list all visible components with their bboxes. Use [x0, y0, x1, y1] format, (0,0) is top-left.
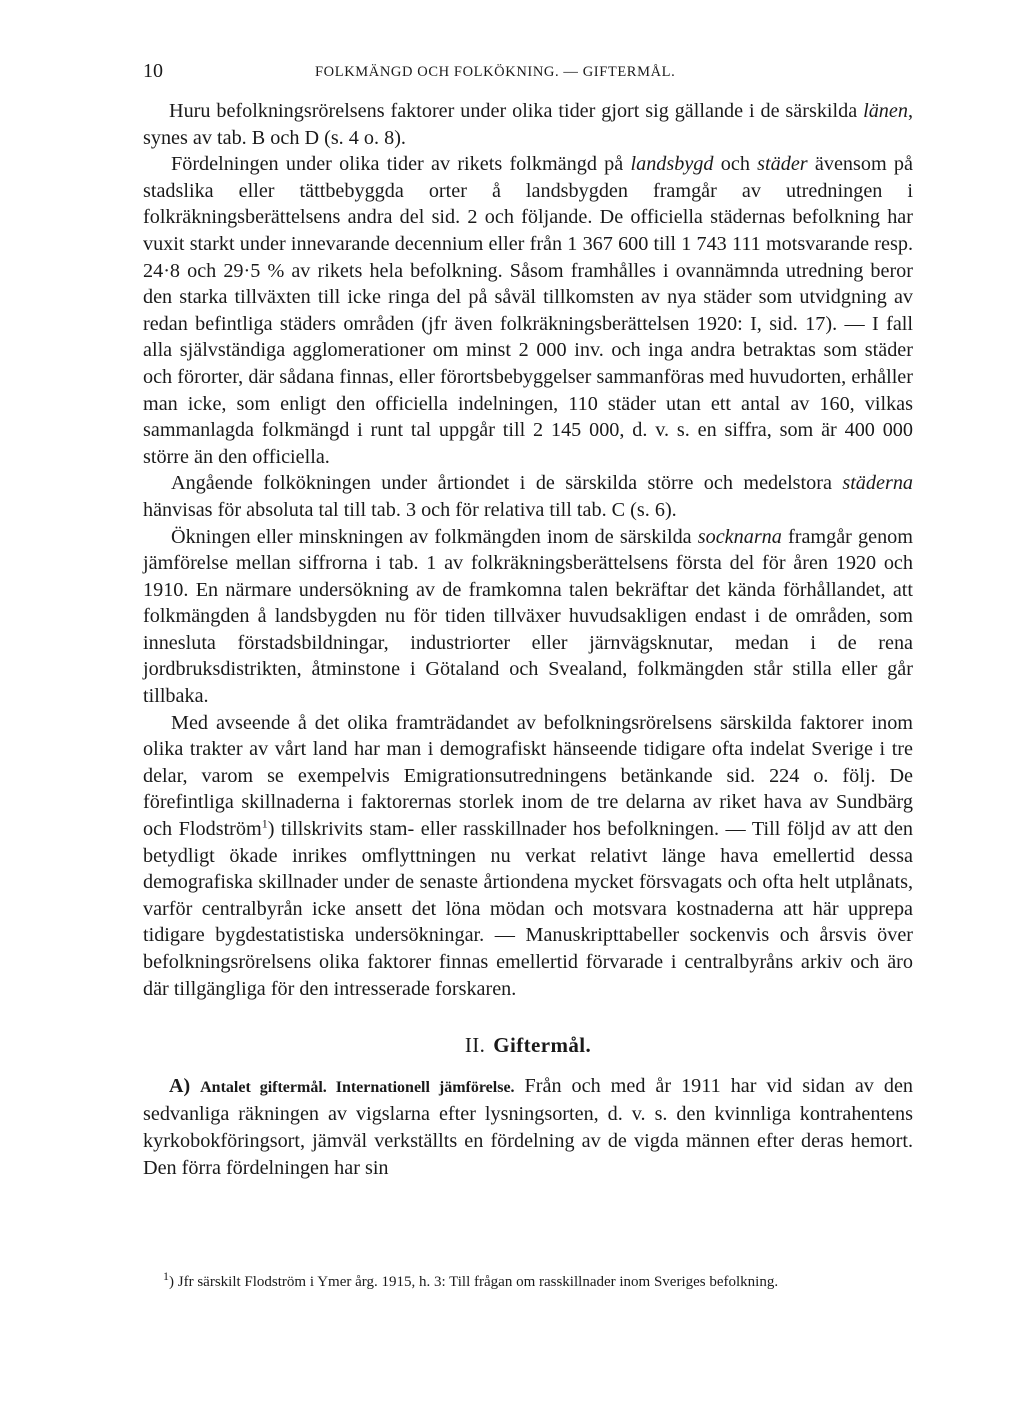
emphasis-text: städer [757, 153, 808, 176]
paragraph-socknarna [143, 524, 913, 710]
paragraph-text: , synes av tab. B och D (s. 4 o. 8). [143, 100, 913, 149]
subsection-lead: Antalet giftermål. Internationell jämförelse. [200, 1078, 515, 1096]
paragraph-antalet-giftermal [143, 1073, 913, 1181]
paragraph-text: Angående folkökningen under årtiondet i de särskilda större och medelstora [171, 472, 843, 495]
paragraph-landsbygd-stader [143, 151, 913, 470]
paragraph-text: Med avseende å det olika framträdandet av befolkningsrörelsens särskilda faktorer inom olika trakter av vårt land har man i demografiskt hänseende tidigare ofta indelat Sverige i tre delar, varom se exempelvis Emigrationsutredningens betänkande sid. 224 o. följ. De förefintliga skillnaderna i faktorernas storlek inom de tre delarna av riket hava av Sundbärg och Flodström [143, 711, 913, 841]
paragraph-text: Ökningen eller minskningen av folkmängden inom de särskilda [171, 525, 698, 548]
emphasis-text: städerna [842, 472, 913, 495]
footnote-marker: 1 [163, 1269, 169, 1283]
footnote [143, 1269, 913, 1293]
page-number: 10 [143, 60, 163, 82]
running-head: FOLKMÄNGD OCH FOLKÖKNING. — GIFTERMÅL. [315, 64, 676, 80]
emphasis-text: länen [863, 100, 908, 122]
paragraph-text: hänvisas för absoluta tal till tab. 3 och för relativa till tab. C (s. 6). [143, 498, 677, 521]
paragraph-text: framgår genom jämförelse mellan siffrorna i tab. 1 av folkräkningsberättelsens första del för åren 1920 och 1910. En närmare undersökning av de framkomna talen bekräftar det kända förhållandet, att folkmängden å landsbygden nu för tiden tillväxer huvudsakligen endast i de områden, som innesluta förstadsbildningar, industriorter eller järnvägsknutar, medan i de rena jordbruksdistrikten, åtminstone i Götaland och Svealand, folkmängden står stilla eller går tillbaka. [143, 525, 913, 708]
body-text [143, 98, 913, 1181]
footnote-reference[interactable]: 1 [261, 816, 268, 831]
paragraph-text: Från och med år 1911 har vid sidan av den sedvanliga räkningen av vigslarna efter lysningsorten, d. v. s. den kvinnliga kontrahentens kyrkobokföringsort, jämväl verkställts en fördelning av de vigda männen efter deras hemort. Den förra fördelningen har sin [143, 1074, 914, 1179]
section-heading [143, 1032, 913, 1059]
paragraph-lan [143, 98, 913, 151]
paragraph-staderna [143, 470, 913, 523]
paragraph-text: Huru befolkningsrörelsens faktorer under olika tider gjort sig gällande i de särskilda [169, 100, 864, 122]
paragraph-text: Fördelningen under olika tider av rikets folkmängd på [171, 153, 631, 176]
paragraph-text: och [713, 153, 758, 176]
subsection-letter: A) [169, 1074, 191, 1097]
paragraph-demografiska [143, 710, 913, 1003]
section-title: Giftermål. [493, 1033, 592, 1058]
emphasis-text: socknarna [697, 525, 782, 548]
page-header [143, 60, 913, 88]
footnote-text: ) Jfr särskilt Flodström i Ymer årg. 1915, h. 3: Till frågan om rasskillnader inom Sveriges befolkning. [169, 1274, 779, 1290]
section-number: II. [464, 1033, 486, 1058]
paragraph-text: ävensom på stadslika eller tättbebyggda orter å landsbygden framgår av utredningen i folkräkningsberättelsens andra del sid. 2 och följande. De officiella städernas befolkning har vuxit starkt under innevarande decennium eller från 1 367 600 till 1 743 111 motsvarande resp. 24·8 och 29·5 % av rikets hela befolkning. Såsom framhålles i ovannämnda utredning beror den starka tillväxten till icke ringa del på såväl tillkomsten av nya städer som utvidgning av redan befintliga städers områden (jfr även folkräkningsberättelsen 1920: I, sid. 17). — I fall alla självständiga agglomerationer om minst 2 000 inv. och inga andra betraktas som städer och förorter, där sådana finnas, eller förortsbebyggelser sammanföras med huvudorten, erhåller man icke, som enligt den officiella indelningen, 110 städer utan ett antal av 160, vilkas sammanlagda folkmängd i runt tal uppgår till 2 145 000, d. v. s. en siffra, som är 400 000 större än den officiella. [143, 153, 913, 468]
emphasis-text: landsbygd [630, 153, 714, 176]
paragraph-text: ) tillskrivits stam- eller rasskillnader hos befolkningen. — Till följd av att den betydligt ökade inrikes omflyttningen nu verkat relativt länge hava emellertid dessa demografiska skillnader under de senaste årtiondena mycket försvagats och ofta helt utplånats, varför centralbyrån icke ansett det löna mödan och motsvara kostnaderna att här upprepa tidigare bygdestatistiska undersökningar. — Manuskripttabeller sockenvis och årsvis över befolkningsrörelsens olika faktorer finnas emellertid förvarade i centralbyråns arkiv och äro där tillgängliga för den intresserade forskaren. [143, 818, 913, 1000]
